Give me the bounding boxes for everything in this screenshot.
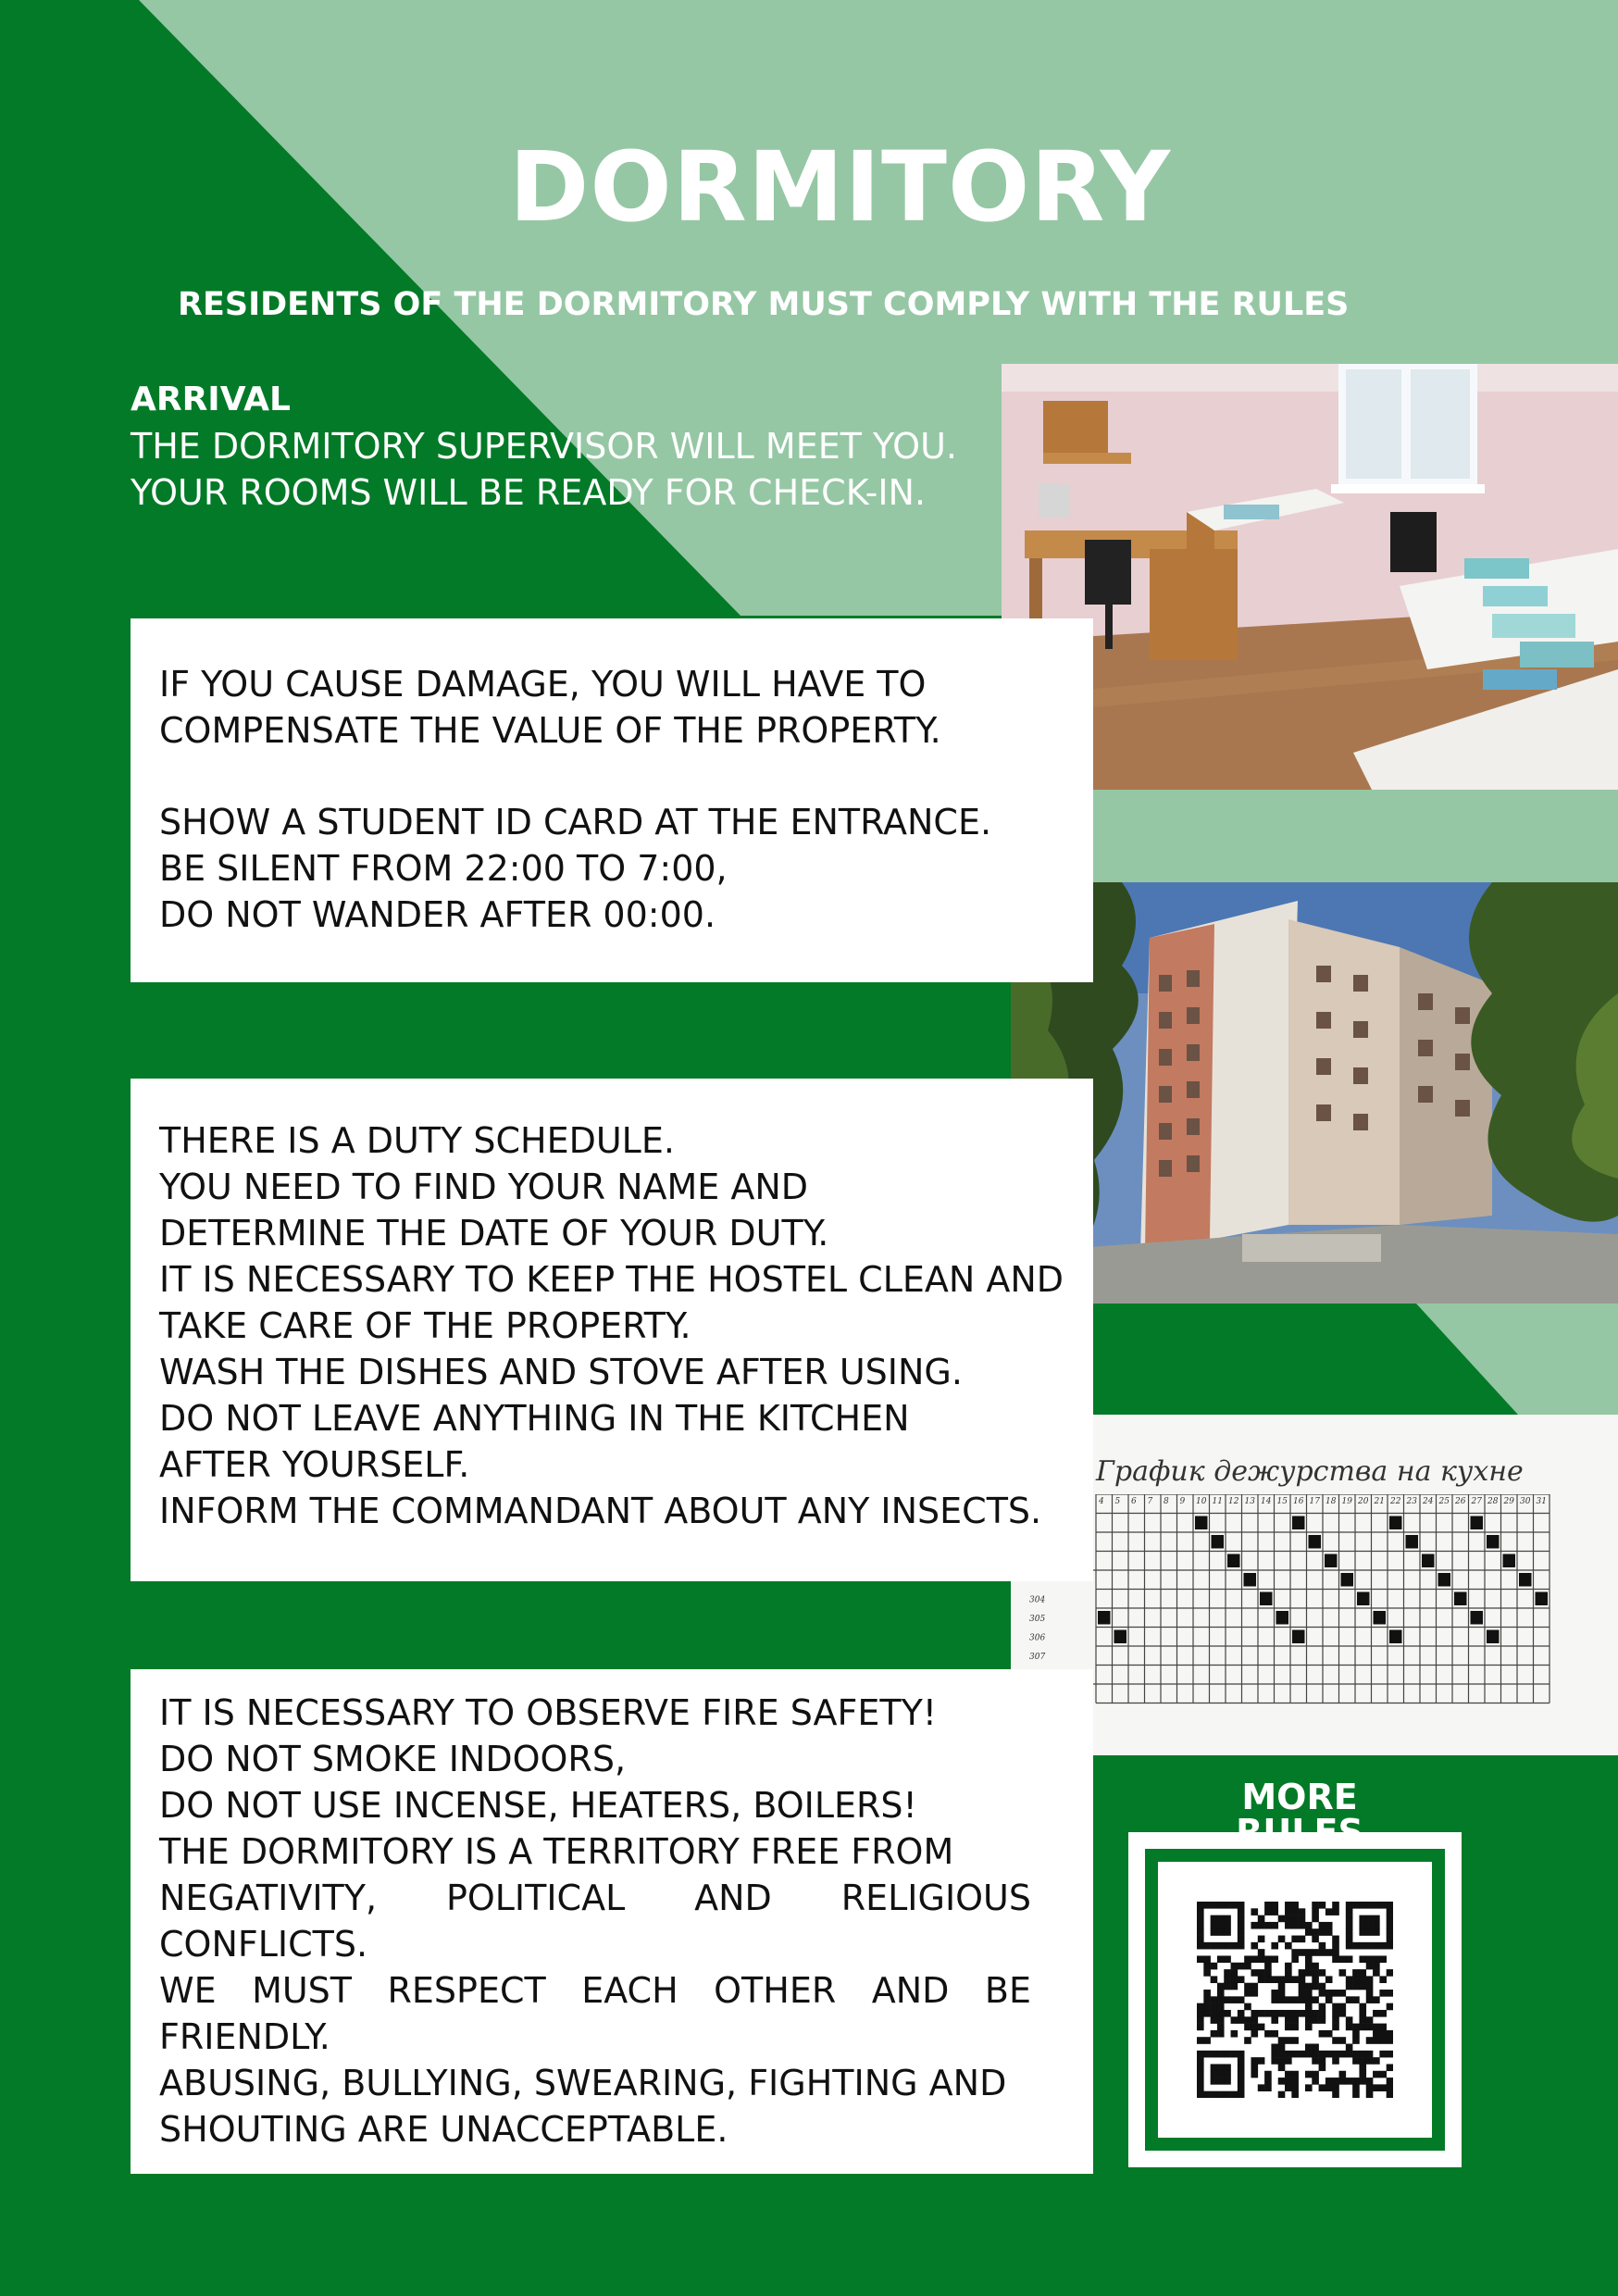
rule-line-justified xyxy=(159,1878,1031,1918)
schedule-day-label: 15 xyxy=(1276,1497,1288,1506)
rule-line: COMPENSATE THE VALUE OF THE PROPERTY. xyxy=(159,710,941,751)
rule-line: DO NOT LEAVE ANYTHING IN THE KITCHEN xyxy=(159,1398,910,1439)
schedule-day-label: 21 xyxy=(1374,1497,1385,1506)
rules-card-fire-safety-conduct xyxy=(131,1669,1093,2174)
more-rules-label: MORE xyxy=(1241,1777,1358,1817)
schedule-duty-mark xyxy=(1341,1573,1354,1587)
schedule-duty-mark xyxy=(1292,1630,1305,1644)
schedule-duty-mark xyxy=(1422,1554,1435,1568)
schedule-day-label: 5 xyxy=(1114,1497,1121,1506)
rule-line: DO NOT SMOKE INDOORS, xyxy=(159,1739,627,1779)
rule-line: THE DORMITORY IS A TERRITORY FREE FROM xyxy=(159,1831,954,1872)
rule-line-justified xyxy=(159,1970,1031,2011)
schedule-day-label: 28 xyxy=(1487,1497,1499,1506)
qr-code-frame[interactable] xyxy=(1128,1832,1462,2167)
schedule-day-label: 8 xyxy=(1164,1497,1169,1506)
schedule-duty-mark xyxy=(1114,1630,1127,1644)
schedule-duty-mark xyxy=(1325,1554,1338,1568)
rule-word: AND xyxy=(871,1970,950,2011)
schedule-duty-mark xyxy=(1276,1611,1289,1625)
rules-card-damage-entrance xyxy=(131,618,1093,982)
schedule-day-label: 12 xyxy=(1228,1497,1239,1506)
rule-line: DO NOT USE INCENSE, HEATERS, BOILERS! xyxy=(159,1785,917,1826)
schedule-duty-mark xyxy=(1357,1592,1370,1606)
schedule-day-label: 7 xyxy=(1147,1497,1153,1506)
schedule-day-label: 20 xyxy=(1358,1497,1369,1506)
dormitory-building-photo xyxy=(1011,882,1618,1304)
schedule-day-label: 16 xyxy=(1293,1497,1304,1506)
rule-line: ABUSING, BULLYING, SWEARING, FIGHTING AND xyxy=(159,2063,1007,2103)
schedule-duty-mark xyxy=(1471,1611,1484,1625)
schedule-room-label: 307 xyxy=(1029,1653,1046,1662)
rule-word: RELIGIOUS xyxy=(840,1878,1031,1918)
schedule-day-label: 17 xyxy=(1309,1497,1320,1506)
rule-line: IF YOU CAUSE DAMAGE, YOU WILL HAVE TO xyxy=(159,664,927,705)
rule-line: DO NOT WANDER AFTER 00:00. xyxy=(159,894,716,935)
schedule-duty-mark xyxy=(1536,1592,1549,1606)
rule-line: AFTER YOURSELF. xyxy=(159,1444,470,1485)
schedule-duty-mark xyxy=(1195,1516,1208,1530)
schedule-day-label: 29 xyxy=(1503,1497,1514,1506)
schedule-day-label: 4 xyxy=(1099,1497,1104,1506)
schedule-duty-mark xyxy=(1260,1592,1273,1606)
duty-schedule-table xyxy=(1011,1415,1618,1755)
schedule-duty-mark xyxy=(1389,1630,1402,1644)
arrival-heading: ARRIVAL xyxy=(131,381,291,418)
rule-line: THERE IS A DUTY SCHEDULE. xyxy=(159,1120,675,1161)
schedule-room-label: 304 xyxy=(1029,1595,1046,1605)
schedule-duty-mark xyxy=(1503,1554,1516,1568)
schedule-day-label: 18 xyxy=(1326,1497,1337,1506)
schedule-day-label: 31 xyxy=(1536,1497,1547,1506)
schedule-duty-mark xyxy=(1098,1611,1111,1625)
rule-line: SHOUTING ARE UNACCEPTABLE. xyxy=(159,2109,728,2150)
schedule-day-label: 23 xyxy=(1406,1497,1417,1506)
rule-word: OTHER xyxy=(714,1970,837,2011)
room-interior-photo xyxy=(1002,364,1618,790)
rule-word: EACH xyxy=(581,1970,678,2011)
schedule-day-label: 10 xyxy=(1196,1497,1207,1506)
rule-line: DETERMINE THE DATE OF YOUR DUTY. xyxy=(159,1213,829,1254)
schedule-duty-mark xyxy=(1454,1592,1467,1606)
schedule-title: График дежурства на кухне xyxy=(1096,1455,1524,1488)
arrival-line: THE DORMITORY SUPERVISOR WILL MEET YOU. xyxy=(131,426,957,467)
rule-word: BE xyxy=(984,1970,1031,2011)
rule-word: POLITICAL xyxy=(445,1878,626,1918)
schedule-duty-mark xyxy=(1438,1573,1451,1587)
schedule-duty-mark xyxy=(1309,1535,1322,1549)
schedule-duty-mark xyxy=(1244,1573,1257,1587)
schedule-day-label: 30 xyxy=(1520,1497,1531,1506)
rule-word: AND xyxy=(694,1878,772,1918)
schedule-duty-mark xyxy=(1292,1516,1305,1530)
schedule-room-label: 305 xyxy=(1029,1615,1046,1624)
schedule-day-label: 26 xyxy=(1455,1497,1466,1506)
schedule-duty-mark xyxy=(1389,1516,1402,1530)
schedule-day-label: 19 xyxy=(1341,1497,1352,1506)
rule-line: IT IS NECESSARY TO KEEP THE HOSTEL CLEAN AND xyxy=(159,1259,1064,1300)
rule-line: YOU NEED TO FIND YOUR NAME AND xyxy=(159,1167,809,1207)
rule-word: WE xyxy=(159,1970,217,2011)
schedule-room-label: 306 xyxy=(1029,1633,1046,1643)
rule-word: MUST xyxy=(252,1970,353,2011)
rule-line: BE SILENT FROM 22:00 TO 7:00, xyxy=(159,848,728,889)
rule-line: SHOW A STUDENT ID CARD AT THE ENTRANCE. xyxy=(159,802,992,842)
schedule-day-label: 22 xyxy=(1390,1497,1401,1506)
schedule-duty-mark xyxy=(1487,1535,1500,1549)
rule-line: INFORM THE COMMANDANT ABOUT ANY INSECTS. xyxy=(159,1491,1042,1531)
schedule-duty-mark xyxy=(1471,1516,1484,1530)
schedule-day-label: 24 xyxy=(1423,1497,1434,1506)
page-subtitle: RESIDENTS OF THE DORMITORY MUST COMPLY WITH THE RULES xyxy=(178,286,1350,323)
rule-line: IT IS NECESSARY TO OBSERVE FIRE SAFETY! xyxy=(159,1692,938,1733)
schedule-grid xyxy=(1011,1494,1618,1716)
rule-line: TAKE CARE OF THE PROPERTY. xyxy=(159,1305,691,1346)
rule-word: NEGATIVITY, xyxy=(159,1878,378,1918)
rules-card-duty-schedule xyxy=(131,1079,1093,1581)
schedule-day-label: 11 xyxy=(1212,1497,1223,1506)
schedule-duty-mark xyxy=(1519,1573,1532,1587)
page-title: DORMITORY xyxy=(509,131,1172,243)
rule-word: RESPECT xyxy=(387,1970,546,2011)
rule-line: CONFLICTS. xyxy=(159,1924,368,1965)
arrival-line: YOUR ROOMS WILL BE READY FOR CHECK-IN. xyxy=(131,472,927,513)
rule-line: WASH THE DISHES AND STOVE AFTER USING. xyxy=(159,1352,963,1392)
schedule-duty-mark xyxy=(1374,1611,1387,1625)
schedule-duty-mark xyxy=(1406,1535,1419,1549)
schedule-day-label: 14 xyxy=(1261,1497,1272,1506)
schedule-day-label: 27 xyxy=(1471,1497,1482,1506)
schedule-duty-mark xyxy=(1227,1554,1240,1568)
schedule-duty-mark xyxy=(1212,1535,1225,1549)
schedule-day-label: 25 xyxy=(1438,1497,1450,1506)
rule-line: FRIENDLY. xyxy=(159,2016,330,2057)
schedule-day-label: 13 xyxy=(1244,1497,1255,1506)
schedule-day-label: 6 xyxy=(1131,1497,1137,1506)
schedule-day-label: 9 xyxy=(1179,1497,1186,1506)
qr-code-icon[interactable] xyxy=(1197,1902,1393,2098)
schedule-duty-mark xyxy=(1487,1630,1500,1644)
